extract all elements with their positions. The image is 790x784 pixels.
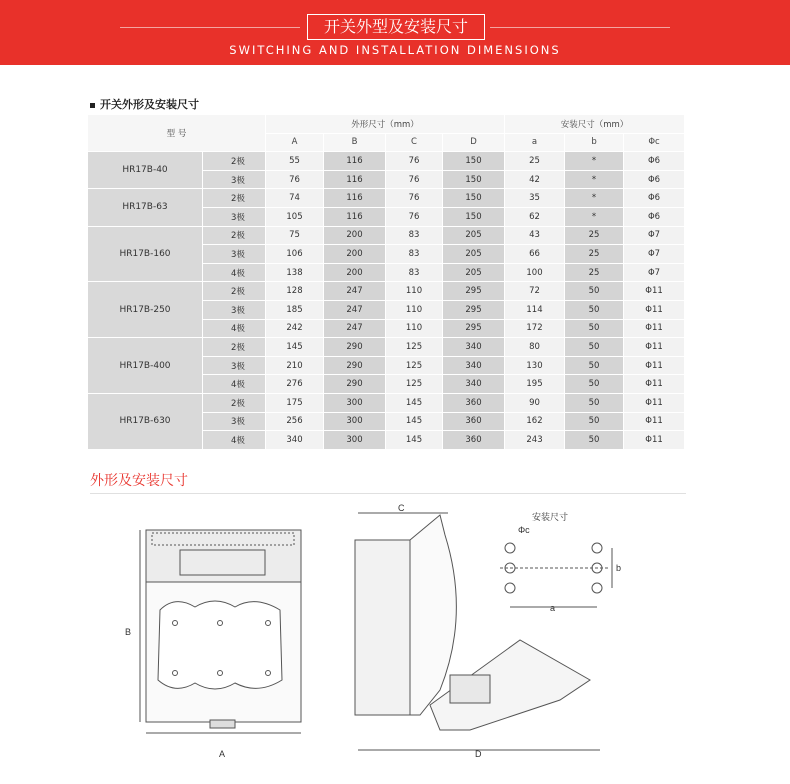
value-cell: 290: [324, 375, 386, 394]
value-cell: 145: [386, 412, 443, 431]
value-cell: 50: [565, 431, 624, 450]
table-row: [88, 189, 685, 208]
pole-cell: 4极: [203, 375, 266, 394]
value-cell: 110: [386, 282, 443, 301]
model-header: 型 号: [88, 115, 266, 152]
table-row: [88, 226, 685, 245]
pole-cell: 2极: [203, 338, 266, 357]
value-cell: Φ7: [624, 226, 685, 245]
value-cell: 210: [266, 356, 324, 375]
pole-cell: 2极: [203, 152, 266, 171]
table-row: [88, 393, 685, 412]
outline-header: 外形尺寸（mm）: [266, 115, 505, 134]
value-cell: Φ11: [624, 282, 685, 301]
value-cell: 72: [505, 282, 565, 301]
value-cell: 295: [443, 300, 505, 319]
install-header: 安装尺寸（mm）: [505, 115, 685, 134]
value-cell: 205: [443, 245, 505, 264]
value-cell: 50: [565, 319, 624, 338]
column-header: C: [386, 133, 443, 152]
pole-cell: 3极: [203, 356, 266, 375]
value-cell: 100: [505, 263, 565, 282]
value-cell: 50: [565, 282, 624, 301]
side-view: [355, 513, 600, 750]
bullet-icon: [90, 103, 95, 108]
pole-cell: 2极: [203, 393, 266, 412]
value-cell: 114: [505, 300, 565, 319]
column-header: a: [505, 133, 565, 152]
value-cell: 55: [266, 152, 324, 171]
value-cell: 116: [324, 152, 386, 171]
value-cell: 110: [386, 300, 443, 319]
value-cell: 295: [443, 282, 505, 301]
value-cell: 83: [386, 263, 443, 282]
value-cell: 116: [324, 170, 386, 189]
value-cell: 195: [505, 375, 565, 394]
column-header: b: [565, 133, 624, 152]
header-banner: [0, 0, 790, 65]
value-cell: 340: [443, 375, 505, 394]
value-cell: 106: [266, 245, 324, 264]
section-title-spec: [90, 96, 199, 112]
value-cell: 200: [324, 263, 386, 282]
model-cell: HR17B-630: [88, 393, 203, 449]
table-row: [88, 152, 685, 171]
value-cell: 105: [266, 207, 324, 226]
table-row: [88, 282, 685, 301]
table-row: [88, 338, 685, 357]
install-title: 安装尺寸: [532, 512, 569, 522]
value-cell: 150: [443, 152, 505, 171]
value-cell: 50: [565, 338, 624, 357]
value-cell: 340: [443, 356, 505, 375]
value-cell: *: [565, 207, 624, 226]
value-cell: 205: [443, 263, 505, 282]
value-cell: 360: [443, 412, 505, 431]
value-cell: 300: [324, 431, 386, 450]
value-cell: Φ6: [624, 207, 685, 226]
value-cell: 50: [565, 300, 624, 319]
value-cell: 145: [266, 338, 324, 357]
install-pattern: [500, 543, 612, 607]
value-cell: Φ11: [624, 338, 685, 357]
value-cell: 83: [386, 226, 443, 245]
pole-cell: 4极: [203, 431, 266, 450]
value-cell: 300: [324, 393, 386, 412]
section-divider: [90, 493, 686, 494]
pole-cell: 3极: [203, 412, 266, 431]
value-cell: 50: [565, 412, 624, 431]
value-cell: Φ11: [624, 375, 685, 394]
pole-cell: 3极: [203, 300, 266, 319]
value-cell: 130: [505, 356, 565, 375]
value-cell: 145: [386, 393, 443, 412]
column-header: B: [324, 133, 386, 152]
dim-label-a: a: [550, 603, 556, 613]
value-cell: 76: [386, 189, 443, 208]
value-cell: 110: [386, 319, 443, 338]
value-cell: 116: [324, 207, 386, 226]
value-cell: 25: [505, 152, 565, 171]
value-cell: 76: [386, 170, 443, 189]
dimension-drawing: [0, 495, 790, 784]
value-cell: 172: [505, 319, 565, 338]
spec-table: [87, 114, 685, 450]
value-cell: 125: [386, 356, 443, 375]
value-cell: 25: [565, 226, 624, 245]
model-cell: HR17B-160: [88, 226, 203, 282]
value-cell: 66: [505, 245, 565, 264]
column-header: D: [443, 133, 505, 152]
value-cell: 76: [386, 207, 443, 226]
model-cell: HR17B-400: [88, 338, 203, 394]
value-cell: Φ11: [624, 431, 685, 450]
value-cell: 200: [324, 245, 386, 264]
value-cell: 25: [565, 263, 624, 282]
value-cell: Φ11: [624, 393, 685, 412]
value-cell: 175: [266, 393, 324, 412]
value-cell: 116: [324, 189, 386, 208]
value-cell: 35: [505, 189, 565, 208]
value-cell: 247: [324, 319, 386, 338]
value-cell: Φ6: [624, 189, 685, 208]
value-cell: Φ11: [624, 300, 685, 319]
value-cell: 150: [443, 189, 505, 208]
value-cell: 76: [266, 170, 324, 189]
value-cell: 340: [443, 338, 505, 357]
value-cell: 75: [266, 226, 324, 245]
dim-label-d: D: [475, 749, 482, 759]
value-cell: *: [565, 152, 624, 171]
value-cell: 243: [505, 431, 565, 450]
value-cell: 50: [565, 356, 624, 375]
value-cell: 290: [324, 356, 386, 375]
value-cell: 50: [565, 393, 624, 412]
pole-cell: 3极: [203, 170, 266, 189]
value-cell: 205: [443, 226, 505, 245]
banner-rule-left: [120, 27, 300, 28]
pole-cell: 4极: [203, 319, 266, 338]
table-header-row: [88, 115, 685, 134]
pole-cell: 2极: [203, 189, 266, 208]
value-cell: 150: [443, 170, 505, 189]
value-cell: 76: [386, 152, 443, 171]
dim-label-a-front: A: [219, 749, 226, 759]
value-cell: 42: [505, 170, 565, 189]
value-cell: 162: [505, 412, 565, 431]
value-cell: 145: [386, 431, 443, 450]
value-cell: 256: [266, 412, 324, 431]
column-header: Φc: [624, 133, 685, 152]
value-cell: 276: [266, 375, 324, 394]
value-cell: 74: [266, 189, 324, 208]
model-cell: HR17B-250: [88, 282, 203, 338]
model-cell: HR17B-63: [88, 189, 203, 226]
value-cell: 247: [324, 300, 386, 319]
pole-cell: 2极: [203, 282, 266, 301]
value-cell: 150: [443, 207, 505, 226]
dim-label-b: b: [616, 563, 622, 573]
value-cell: 80: [505, 338, 565, 357]
value-cell: *: [565, 170, 624, 189]
dim-label-b-front: B: [125, 627, 132, 637]
value-cell: 138: [266, 263, 324, 282]
value-cell: 125: [386, 338, 443, 357]
value-cell: 25: [565, 245, 624, 264]
value-cell: 90: [505, 393, 565, 412]
value-cell: 50: [565, 375, 624, 394]
pole-cell: 3极: [203, 207, 266, 226]
value-cell: Φ7: [624, 263, 685, 282]
value-cell: 242: [266, 319, 324, 338]
value-cell: 295: [443, 319, 505, 338]
value-cell: Φ11: [624, 356, 685, 375]
value-cell: 360: [443, 431, 505, 450]
value-cell: 247: [324, 282, 386, 301]
banner-subtitle: SWITCHING AND INSTALLATION DIMENSIONS: [229, 43, 561, 57]
value-cell: 360: [443, 393, 505, 412]
value-cell: Φ7: [624, 245, 685, 264]
dim-label-c: C: [398, 503, 405, 513]
spec-table-body: [88, 115, 685, 450]
value-cell: Φ6: [624, 170, 685, 189]
value-cell: 340: [266, 431, 324, 450]
value-cell: 43: [505, 226, 565, 245]
value-cell: 128: [266, 282, 324, 301]
value-cell: 83: [386, 245, 443, 264]
banner-title: 开关外型及安装尺寸: [307, 14, 485, 40]
value-cell: *: [565, 189, 624, 208]
section-title-drawing: 外形及安装尺寸: [90, 473, 188, 489]
dim-label-phic: Φc: [518, 525, 530, 535]
value-cell: Φ11: [624, 319, 685, 338]
column-header: A: [266, 133, 324, 152]
front-view: [140, 530, 301, 733]
value-cell: Φ6: [624, 152, 685, 171]
section-title-text: 开关外形及安装尺寸: [100, 98, 199, 111]
value-cell: 200: [324, 226, 386, 245]
value-cell: Φ11: [624, 412, 685, 431]
value-cell: 185: [266, 300, 324, 319]
value-cell: 290: [324, 338, 386, 357]
value-cell: 125: [386, 375, 443, 394]
value-cell: 62: [505, 207, 565, 226]
pole-cell: 2极: [203, 226, 266, 245]
pole-cell: 4极: [203, 263, 266, 282]
banner-rule-right: [490, 27, 670, 28]
pole-cell: 3极: [203, 245, 266, 264]
model-cell: HR17B-40: [88, 152, 203, 189]
value-cell: 300: [324, 412, 386, 431]
